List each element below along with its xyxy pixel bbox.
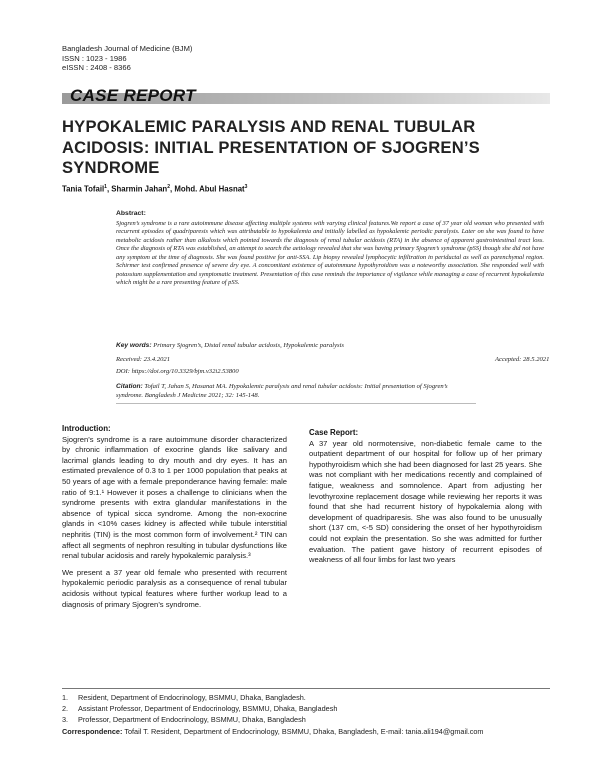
footnote-divider [62, 688, 550, 689]
citation-divider [116, 403, 476, 404]
footnote-text: Assistant Professor, Department of Endocrinology, BSMMU, Dhaka, Bangladesh [78, 704, 338, 713]
citation-label: Citation: [116, 383, 143, 390]
author-name: Mohd. Abul Hasnat [174, 184, 245, 194]
abstract-text: Sjogren’s syndrome is a rare autoimmune disease affecting multiple systems with varying clinical features.We report a case of 37 year old woman who presented with recurrent episodes of quadriparesis which was attributable to hypokalemia and initially labelled as hypokalemic periodic paralysis. Later on she was found to have metabolic acidosis rather than alkalosis which pointed towards the diagnosis of renal tubular acidosis (RTA) in the absence of apparent gastrointestinal tract loss. Once the diagnosis of RTA was established, an attempt to search the aetiology revealed that she was having primary Sjogren’s syndrome (pSS) though she did not have any symptom at the time of diagnosis. She was found positive for anti-SSA. Lip biopsy revealed lymphocytic infiltration in periductal as well as parenchymal region. Schirmer test confirmed presence of severe dry eye. A concomitant existence of autoimmune hypothyroidism was a noteworthy association. She responded well with potassium supplementation and symptomatic treatment. Presentation of this case reminds the importance of vigilance while managing a case of recurrent hypokalemia which might be a rare presenting feature of pSS. [116, 219, 544, 287]
keywords-label: Key words: [116, 342, 152, 349]
introduction-paragraph: Sjogren’s syndrome is a rare autoimmune disorder characterized by chronic inflammation of exocrine glands like salivary and lacrimal glands leading to dry mouth and dry eyes. It has an estimated prevalence of 0.3 to 1 per 1000 population that peaks at 50 years of age with a female preponderance having female: male ratio of 9:1.¹ However it poses a challenge to clinicians when the syndrome presents with extra glandular manifestations in the absence of typical sicca syndrome. Among the non-exocrine glands in <10% cases kidney is affected while tubule interstitial nephritis (TIN) is the most common form of involvement.² TIN can affect all segments of nephron resulting in tubular dysfunctions like renal tubular acidosis and rarely hypokalemic paralysis.³ [62, 434, 287, 561]
author-affiliation: 1 [104, 184, 107, 190]
doi-link[interactable]: DOI: https://doi.org/10.3329/bjm.v32i2.53800 [116, 368, 239, 375]
citation [116, 382, 476, 401]
article-type-banner [62, 88, 550, 106]
introduction-paragraph: We present a 37 year old female who presented with recurrent hypokalemic periodic paralysis as a consequence of renal tubular acidosis without typical features where further workup lead to a diagnosis of primary Sjogren’s syndrome. [62, 567, 287, 609]
received-date: Received: 23.4.2021 [116, 356, 171, 363]
case-report-heading: Case Report: [309, 428, 359, 437]
citation-text: Tofail T, Jahan S, Hasanat MA. Hypokalemic paralysis and renal tubular acidosis: Initial presentation of Sjogren’s syndrome. Bangladesh J Medicine 2021; 32: 145-148. [116, 383, 448, 400]
journal-issn: ISSN : 1023 - 1986 [62, 53, 127, 63]
author-name: Sharmin Jahan [111, 184, 168, 194]
footnote-item [62, 703, 550, 714]
author-name: Tania Tofail [62, 184, 105, 194]
article-type-label: CASE REPORT [70, 86, 196, 105]
correspondence [62, 726, 550, 737]
footnote-number: 2. [62, 704, 69, 713]
footnote-text: Resident, Department of Endocrinology, BSMMU, Dhaka, Bangladesh. [78, 693, 306, 702]
case-report-paragraph: A 37 year old normotensive, non-diabetic female came to the outpatient department of our hospital for follow up of her primary hypothyroidism which she had been diagnosed for last 25 years. She was not compliant with her medications recently and complained of fatigue, weakness and somnolence. Apart from adjusting her levothyroxine replacement dosage while reviewing her reports it was found that she had recurrent history of hypokalemia along with development of quadriparesis. She was also found to be unusually short (137 cm, <-5 SD) considering the onset of her hypothyroidism could not explain the presentation. So she was admitted for further evaluation. The patient gave history of recurrent episodes of weakness of all four limbs for last two years [309, 438, 542, 565]
correspondence-label: Correspondence: [62, 727, 123, 736]
abstract-heading: Abstract: [116, 210, 146, 217]
journal-eissn: eISSN : 2408 - 8366 [62, 63, 131, 73]
footnote-number: 1. [62, 693, 69, 702]
correspondence-text: Tofail T. Resident, Department of Endocrinology, BSMMU, Dhaka, Bangladesh, E-mail: tania.ali194@gmail.com [124, 727, 484, 736]
author-list: Tania Tofail$^1$, Sharmin Jahan$^2$, Mohd. Abul Hasnat$^3$ [62, 184, 248, 194]
article-title: HYPOKALEMIC PARALYSIS AND RENAL TUBULAR ACIDOSIS: INITIAL PRESENTATION OF SJOGREN’S SYNDROME [62, 117, 480, 178]
author-affiliation: 3 [244, 184, 248, 190]
right-column [309, 424, 542, 572]
accepted-date: Accepted: 28.5.2021 [495, 356, 550, 363]
footnote-item [62, 692, 550, 703]
author-affiliation: 2 [167, 184, 170, 190]
keywords [116, 342, 556, 349]
left-column [62, 424, 287, 616]
journal-header [62, 44, 192, 73]
footnote-text: Professor, Department of Endocrinology, BSMMU, Dhaka, Bangladesh [78, 715, 306, 724]
journal-name: Bangladesh Journal of Medicine (BJM) [62, 44, 193, 53]
introduction-heading: Introduction: [62, 424, 111, 433]
footnote-number: 3. [62, 715, 69, 724]
abstract [116, 210, 544, 288]
footnote-item [62, 714, 550, 725]
keywords-text: Primary Sjogren’s, Distal renal tubular acidosis, Hypokalemic paralysis [153, 342, 344, 349]
footnotes [62, 692, 550, 737]
